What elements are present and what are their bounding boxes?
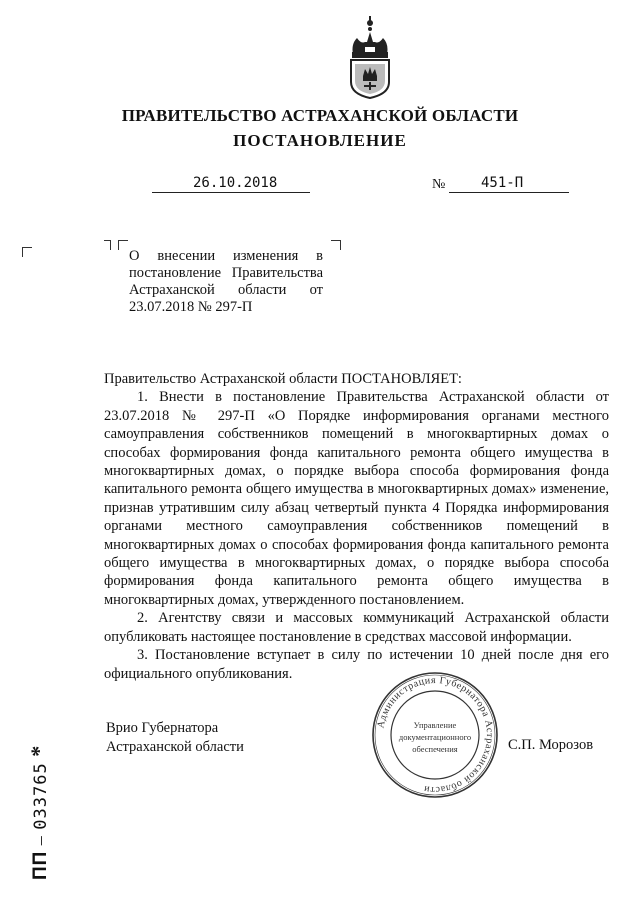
corner-mark-top-left xyxy=(22,247,32,257)
document-number: 451-П xyxy=(481,175,524,191)
date-underline xyxy=(152,192,310,193)
corner-mark-subject-left-2 xyxy=(118,240,128,250)
stamp-outer-text: Администрация Губернатора Астраханской области xyxy=(375,674,496,796)
serial-number: 033765 xyxy=(31,762,51,830)
serial-prefix: ПП xyxy=(30,850,51,880)
body-item-3: 3. Постановление вступает в силу по истечении 10 дней после дня его официального опубликования. xyxy=(104,647,609,682)
organization-name: ПРАВИТЕЛЬСТВО АСТРАХАНСКОЙ ОБЛАСТИ xyxy=(121,106,519,125)
signatory-position-line1: Врио Губернатора xyxy=(106,720,219,736)
document-body xyxy=(104,370,609,683)
corner-mark-subject-right xyxy=(331,240,341,250)
serial-star: * xyxy=(26,744,51,757)
side-serial-mark xyxy=(6,680,51,890)
serial-dash: – xyxy=(30,835,50,846)
body-item-2: 2. Агентству связи и массовых коммуникаций Астраханской области опубликовать настоящее постановление в средствах массовой информации. xyxy=(104,610,609,645)
corner-mark-subject-left-1 xyxy=(104,240,111,250)
signatory-position-line2: Астраханской области xyxy=(106,738,244,755)
document-subject: О внесении изменения в постановление Правительства Астраханской области от 23.07.2018 № 297-П xyxy=(129,248,323,315)
body-intro: Правительство Астраханской области ПОСТАНОВЛЯЕТ: xyxy=(104,371,462,387)
stamp-inner-line3: обеспечения xyxy=(412,744,458,754)
official-stamp xyxy=(370,670,500,800)
coat-of-arms-emblem xyxy=(343,14,397,100)
body-item-1: 1. Внести в постановление Правительства Астраханской области от 23.07.2018 № 297-П «О Порядке информирования органами местного самоуправления собственников помещений в многоквартирных домах о способах формирования фонда капитального ремонта общего имущества в многоквартирных домах, о порядке выбора способа формирования фонда капитального ремонта общего имущества в многоквартирных домах» изменение, признав утратившим силу абзац четвертый пункта 4 Порядка информирования органами местного самоуправления собственников помещений в многоквартирных домах о способах формирования фонда капитального ремонта общего имущества в многоквартирных домах, о порядке выбора способа формирования фонда капитального ремонта общего имущества в многоквартирных домах, утвержденного постановлением. xyxy=(104,389,609,608)
signatory-name: С.П. Морозов xyxy=(508,737,594,753)
side-serial-text xyxy=(26,745,52,880)
signatory-position xyxy=(106,719,244,756)
stamp-inner-line1: Управление xyxy=(413,720,457,730)
document-type: ПОСТАНОВЛЕНИЕ xyxy=(233,131,407,150)
number-sign: № xyxy=(432,177,446,192)
number-underline xyxy=(449,192,569,193)
stamp-inner-line2: документационного xyxy=(398,732,472,742)
document-date: 26.10.2018 xyxy=(193,175,278,191)
